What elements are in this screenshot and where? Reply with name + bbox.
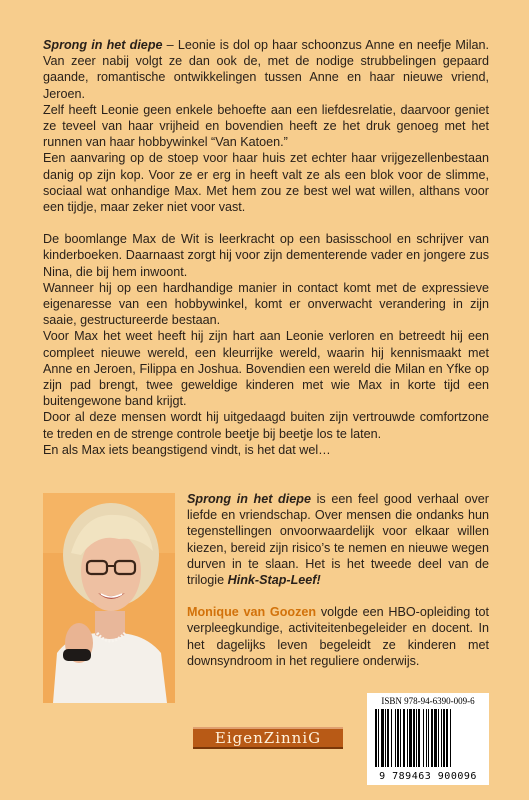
- book-title-inline: Sprong in het diepe: [187, 492, 311, 506]
- side-text: [187, 491, 489, 669]
- publisher-logo: EigenZinniG: [193, 727, 343, 749]
- blurb-paragraph-7: Door al deze mensen wordt hij uitgedaagd buiten zijn vertrouwde comfortzone te treden en de strenge controle beetje bij beetje los te laten.: [43, 410, 489, 441]
- side-paragraph-1: Sprong in het diepe is een feel good verhaal over liefde en vriendschap. Over mensen die ondanks hun tegenstellingen onvoorwaardelijk voor elkaar willen kiezen, bereid zijn risico’s te nemen en nieuwe wegen durven in te slaan. Het is het tweede deel van de trilogie Hink-Stap-Leef!: [187, 492, 489, 588]
- book-title-inline: Sprong in het diepe: [43, 38, 163, 52]
- isbn-label: ISBN 978-94-6390-009-6: [381, 696, 475, 706]
- blurb-paragraph-4: De boomlange Max de Wit is leerkracht op een basisschool en schrijver van kinderboeken. Daarnaast zorgt hij voor zijn dementerende vader en jongere zus Nina, die bij hem inwoont.: [43, 232, 489, 279]
- barcode-box: [367, 693, 489, 785]
- paragraph-gap: [43, 215, 489, 231]
- author-name: Monique van Goozen: [187, 605, 317, 620]
- ean13-barcode-icon: [373, 709, 483, 769]
- author-bio: Monique van Goozen volgde een HBO-opleiding tot verpleegkundige, activiteitenbegeleider en docent. In het dagelijks leven begeleidt ze kinderen met downsyndroom in het reguliere onderwijs.: [187, 605, 490, 668]
- blurb-paragraph-3: Een aanvaring op de stoep voor haar huis zet echter haar vrijgezellenbestaan danig op zijn kop. Voor ze er erg in heeft valt ze als een blok voor de slimme, sociaal wat onhandige Max. Met hem zou ze best wel wat willen, althans voor een tijdje, maar zeker niet voor vast.: [43, 151, 489, 215]
- blurb-paragraph-1: Sprong in het diepe – Leonie is dol op haar schoonzus Anne en neefje Milan. Van zeer nabij volgt ze dan ook de, met de nodige strubbelingen gepaard gaande, romantische ontwikkelingen tussen Anne en haar nieuwe vriend, Jeroen.: [43, 38, 489, 101]
- paragraph-gap: [187, 588, 489, 604]
- blurb-paragraph-5: Wanneer hij op een hardhandige manier in contact komt met de expressieve eigenaresse van een hobbywinkel, komt er onverwacht verandering in zijn saaie, gestructureerde bestaan.: [43, 280, 489, 328]
- blurb-paragraph-2: Zelf heeft Leonie geen enkele behoefte aan een liefdesrelatie, daarvoor geniet ze teveel van haar vrijheid en bovendien heeft ze het druk genoeg met het runnen van haar hobbywinkel “Van Katoen.”: [43, 102, 489, 150]
- blurb-text: [43, 37, 489, 458]
- trilogy-title: Hink-Stap-Leef!: [227, 573, 321, 588]
- portrait-photo-icon: [43, 493, 175, 703]
- barcode-digits: 9 789463 900096: [379, 771, 477, 782]
- author-photo: [43, 493, 175, 703]
- blurb-paragraph-6: Voor Max het weet heeft hij zijn hart aan Leonie verloren en betreedt hij een compleet nieuwe wereld, een kleurrijke wereld, waarin hij kennismaakt met Anne en Jeroen, Filippa en Joshua. Bovendien een wereld die Milan en Yfke op zijn pad brengt, twee geweldige kinderen met wie Max in korte tijd een buitengewone band krijgt.: [43, 329, 489, 409]
- blurb-paragraph-8: En als Max iets beangstigend vindt, is het dat wel…: [43, 442, 331, 457]
